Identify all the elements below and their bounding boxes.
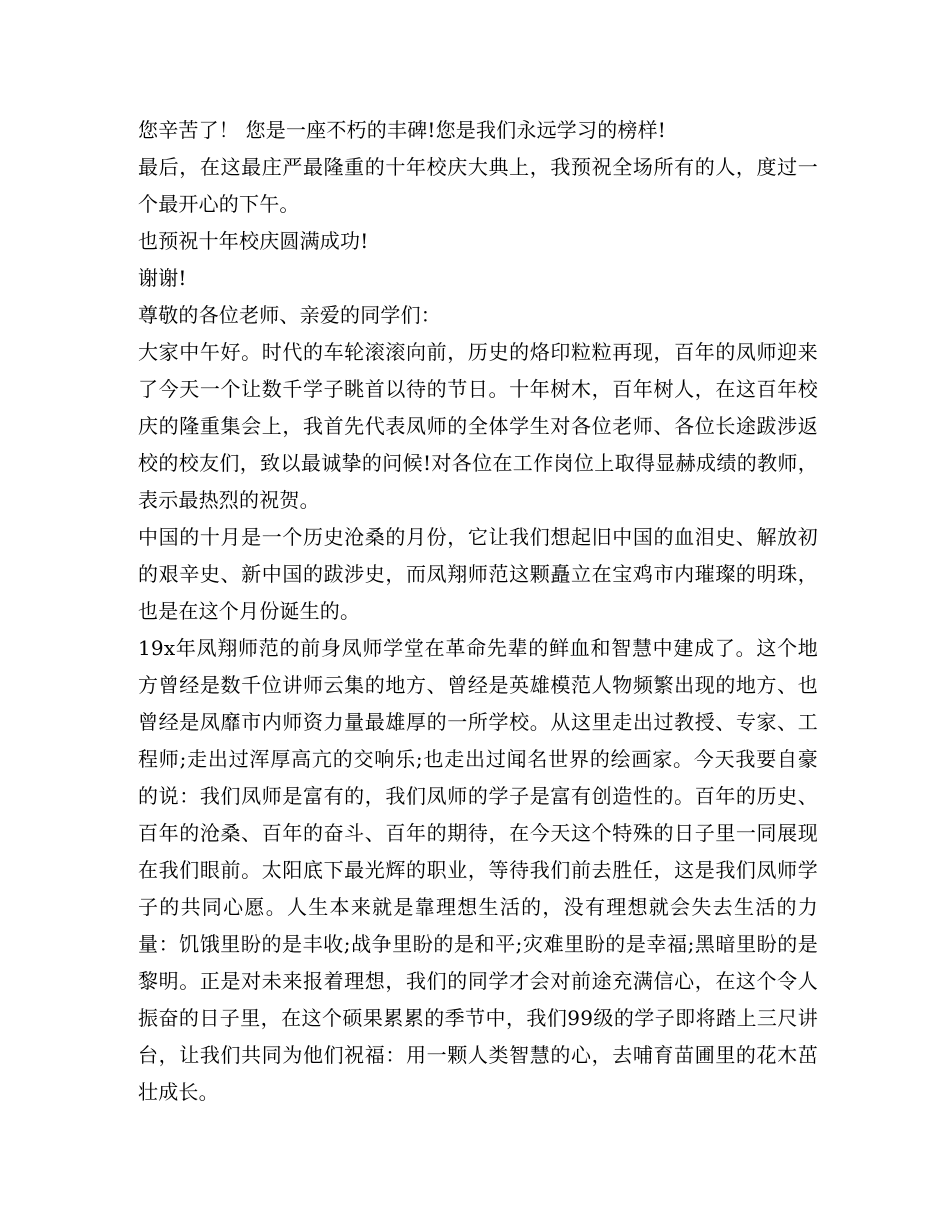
paragraph-final-wishes: 最后，在这最庄严最隆重的十年校庆大典上，我预祝全场所有的人，度过一个最开心的下午。 <box>138 155 818 216</box>
paragraph-anniversary-success: 也预祝十年校庆圆满成功! <box>138 229 369 253</box>
paragraph-school-history: 19x年凤翔师范的前身凤师学堂在革命先辈的鲜血和智慧中建成了。这个地方曾经是数千位讲师云集的地方、曾经是英雄模范人物频繁出现的地方、也曾经是凤靡市内师资力量最雄厚的一所学校。从这里走出过教授、专家、工程师;走出过浑厚高亢的交响乐;也走出过闻名世界的绘画家。今天我要自豪的说：我们凤师是富有的，我们凤师的学子是富有创造性的。百年的历史、百年的沧桑、百年的奋斗、百年的期待，在今天这个特殊的日子里一同展现在我们眼前。太阳底下最光辉的职业，等待我们前去胜任，这是我们凤师学子的共同心愿。人生本来就是靠理想生活的，没有理想就会失去生活的力量：饥饿里盼的是丰收;战争里盼的是和平;灾难里盼的是幸福;黑暗里盼的是黎明。正是对未来报着理想，我们的同学才会对前途充满信心，在这个令人振奋的日子里，在这个硕果累累的季节中，我们99级的学子即将踏上三尺讲台，让我们共同为他们祝福：用一颗人类智慧的心，去哺育苗圃里的花木茁壮成长。 <box>138 636 818 1104</box>
paragraph-closing-thanks: 您辛苦了！ 您是一座不朽的丰碑!您是我们永远学习的榜样! <box>138 118 667 142</box>
document-body <box>138 112 818 1111</box>
paragraph-october-history: 中国的十月是一个历史沧桑的月份，它让我们想起旧中国的血泪史、解放初的艰辛史、新中国的跋涉史，而凤翔师范这颗矗立在宝鸡市内璀璨的明珠，也是在这个月份诞生的。 <box>138 525 818 623</box>
paragraph-thank-you: 谢谢! <box>138 266 187 290</box>
paragraph-salutation: 尊敬的各位老师、亲爱的同学们： <box>138 303 441 327</box>
paragraph-greeting: 大家中午好。时代的车轮滚滚向前，历史的烙印粒粒再现，百年的凤师迎来了今天一个让数千学子眺首以待的节日。十年树木，百年树人，在这百年校庆的隆重集会上，我首先代表凤师的全体学生对各位老师、各位长途跋涉返校的校友们，致以最诚挚的问候!对各位在工作岗位上取得显赫成绩的教师，表示最热烈的祝贺。 <box>138 340 818 512</box>
